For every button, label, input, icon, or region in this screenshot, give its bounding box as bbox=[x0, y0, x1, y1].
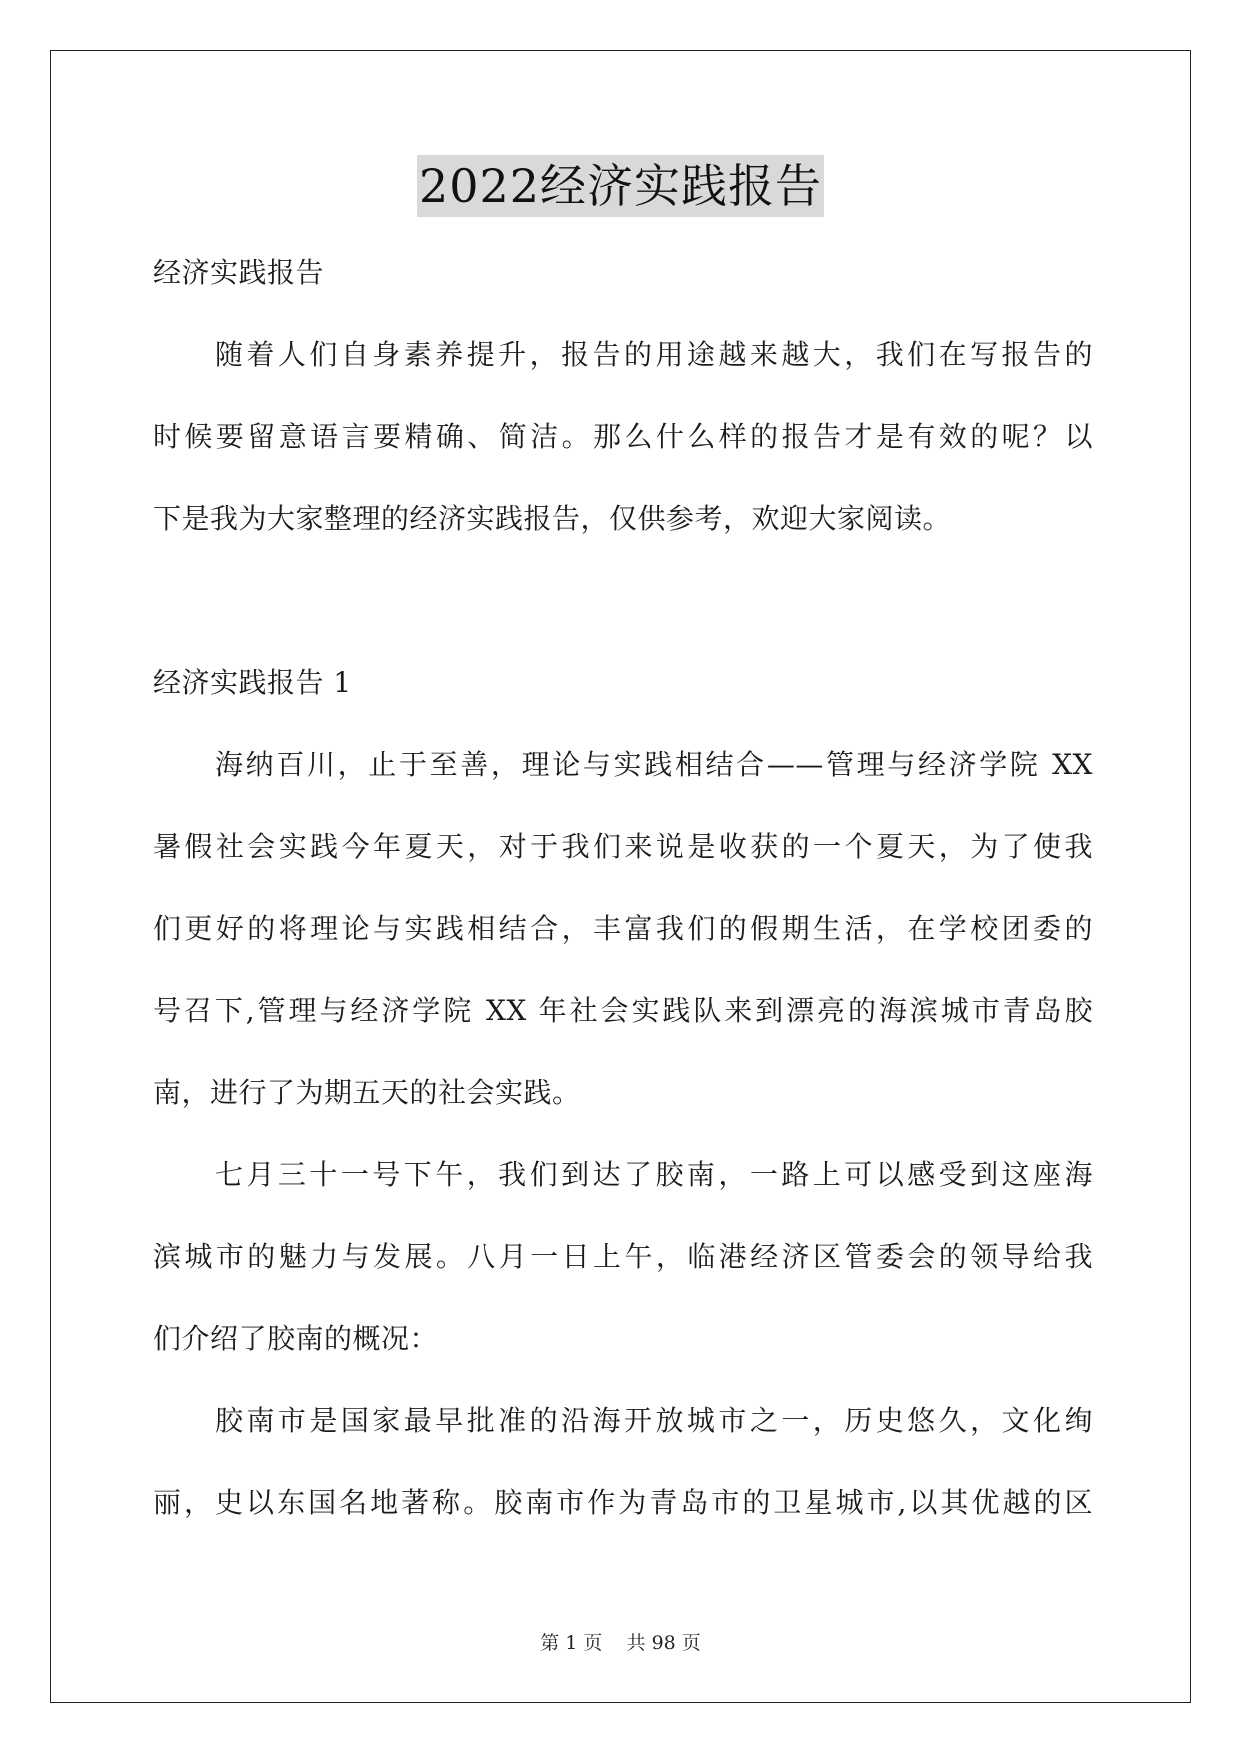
paragraph-line: 海纳百川，止于至善，理论与实践相结合——管理与经济学院 XX bbox=[215, 748, 1093, 781]
blank-line bbox=[153, 560, 1093, 642]
section-heading: 经济实践报告 1 bbox=[153, 666, 352, 699]
page-number-footer: 第 1 页 共 98 页 bbox=[540, 1632, 701, 1654]
paragraph-line: 七月三十一号下午，我们到达了胶南，一路上可以感受到这座海 bbox=[215, 1158, 1093, 1191]
paragraph-line: 南，进行了为期五天的社会实践。 bbox=[153, 1076, 581, 1109]
paragraph-line: 丽，史以东国名地著称。胶南市作为青岛市的卫星城市,以其优越的区 bbox=[153, 1486, 1093, 1519]
paragraph-line: 号召下,管理与经济学院 XX 年社会实践队来到漂亮的海滨城市青岛胶 bbox=[153, 994, 1093, 1027]
section-heading: 经济实践报告 bbox=[153, 256, 325, 289]
document-body bbox=[153, 232, 1093, 1544]
paragraph-line: 滨城市的魅力与发展。八月一日上午，临港经济区管委会的领导给我 bbox=[153, 1240, 1093, 1273]
paragraph-line: 们更好的将理论与实践相结合，丰富我们的假期生活，在学校团委的 bbox=[153, 912, 1093, 945]
paragraph-line: 暑假社会实践今年夏天，对于我们来说是收获的一个夏天，为了使我 bbox=[153, 830, 1093, 863]
paragraph-line: 们介绍了胶南的概况： bbox=[153, 1322, 439, 1355]
paragraph-line: 下是我为大家整理的经济实践报告，仅供参考，欢迎大家阅读。 bbox=[153, 502, 952, 535]
paragraph-line: 胶南市是国家最早批准的沿海开放城市之一，历史悠久，文化绚 bbox=[215, 1404, 1093, 1437]
document-title: 2022经济实践报告 bbox=[417, 155, 824, 217]
paragraph-line: 时候要留意语言要精确、简洁。那么什么样的报告才是有效的呢？以 bbox=[153, 420, 1093, 453]
paragraph-line: 随着人们自身素养提升，报告的用途越来越大，我们在写报告的 bbox=[215, 338, 1093, 371]
title-container bbox=[0, 155, 1241, 217]
